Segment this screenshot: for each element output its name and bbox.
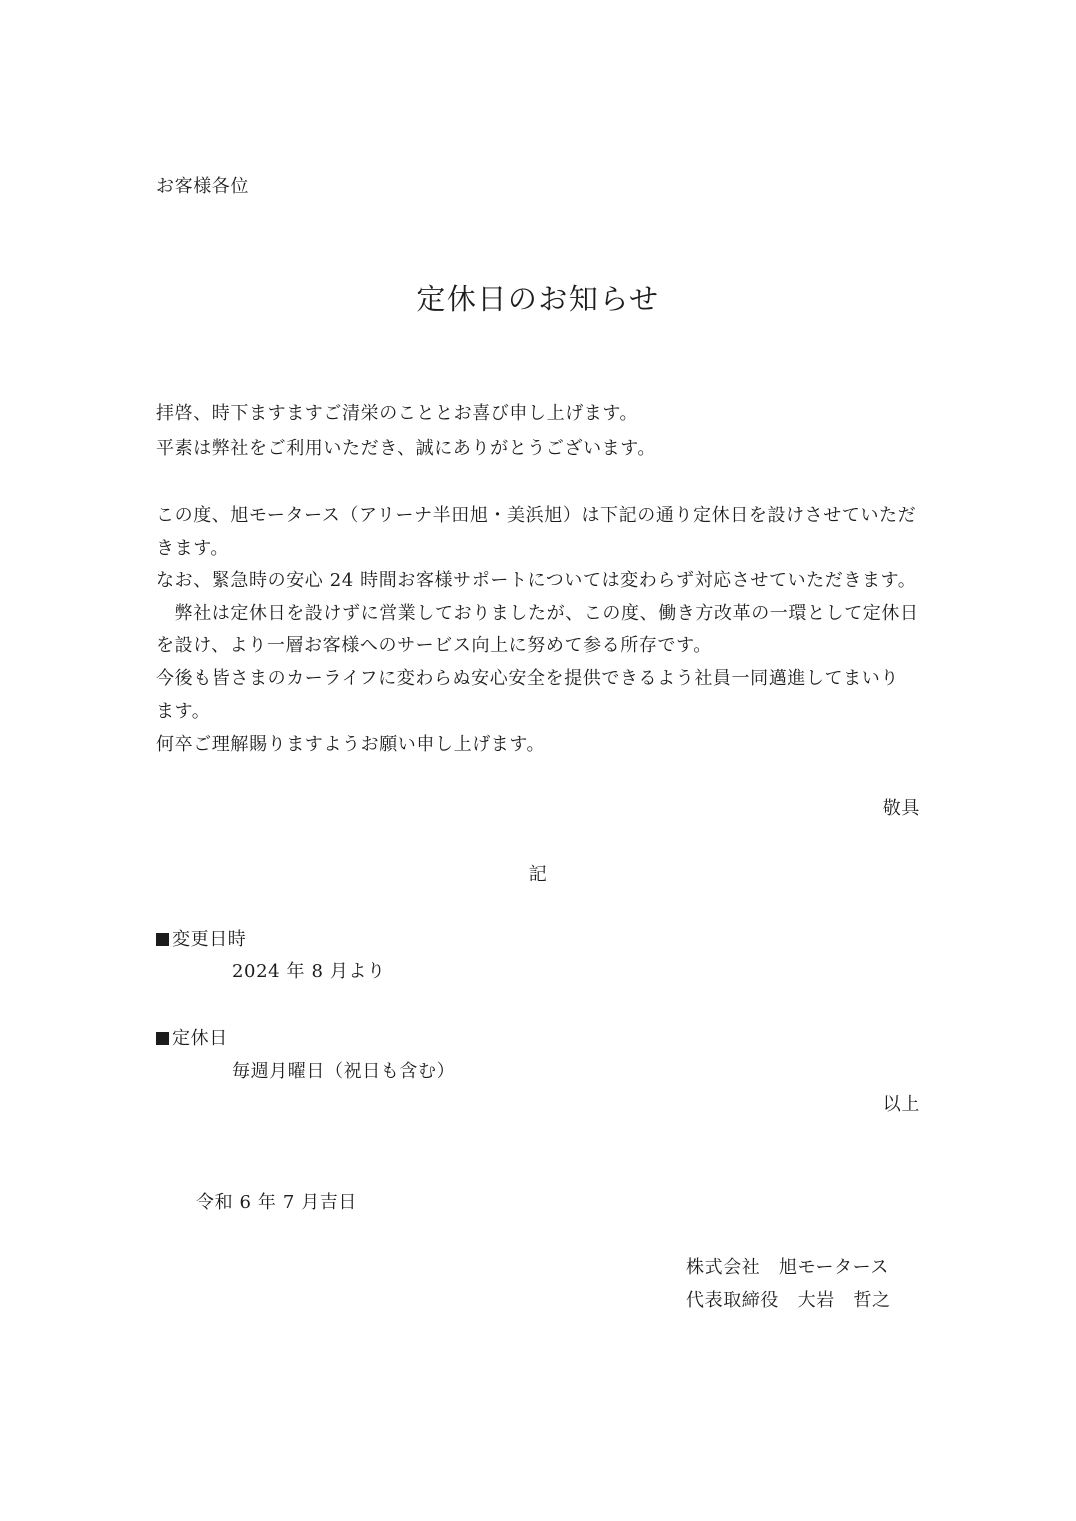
black-square-icon <box>156 1032 169 1045</box>
body-line: この度、旭モータース（アリーナ半田旭・美浜旭）は下記の通り定休日を設けさせていただ <box>156 505 917 526</box>
body-line: 何卒ご理解賜りますようお願い申し上げます。 <box>156 734 546 755</box>
section-heading-change-date <box>156 931 246 949</box>
black-square-icon <box>156 933 169 946</box>
end-mark: 以上 <box>882 1094 920 1115</box>
section-heading-holiday <box>156 1030 228 1048</box>
body-line: 今後も皆さまのカーライフに変わらぬ安心安全を提供できるよう社員一同邁進してまいり <box>156 668 899 689</box>
page-title: 定休日のお知らせ <box>416 282 660 316</box>
addressee: お客様各位 <box>156 176 249 197</box>
issue-date: 令和 6 年 7 月吉日 <box>196 1192 357 1213</box>
ki-heading: 記 <box>528 864 548 885</box>
body-line: 拝啓、時下ますますご清栄のこととお喜び申し上げます。 <box>156 403 639 424</box>
section-heading-label: 定休日 <box>172 1028 228 1049</box>
section-value-holiday: 毎週月曜日（祝日も含む） <box>232 1061 456 1082</box>
body-line: なお、緊急時の安心 24 時間お客様サポートについては変わらず対応させていただきます。 <box>156 570 917 591</box>
body-line: きます。 <box>156 538 229 559</box>
section-heading-label: 変更日時 <box>172 929 247 950</box>
section-value-change-date: 2024 年 8 月より <box>232 961 386 982</box>
body-line: 平素は弊社をご利用いただき、誠にありがとうございます。 <box>156 438 657 459</box>
body-line: 弊社は定休日を設けずに営業しておりましたが、この度、働き方改革の一環として定休日 <box>156 603 919 624</box>
signature-company: 株式会社 旭モータース <box>686 1257 889 1278</box>
closing-keigu: 敬具 <box>882 798 920 819</box>
body-line: を設け、より一層お客様へのサービス向上に努めて参る所存です。 <box>156 635 712 656</box>
body-line: ます。 <box>156 701 211 722</box>
signature-representative: 代表取締役 大岩 哲之 <box>686 1290 891 1311</box>
